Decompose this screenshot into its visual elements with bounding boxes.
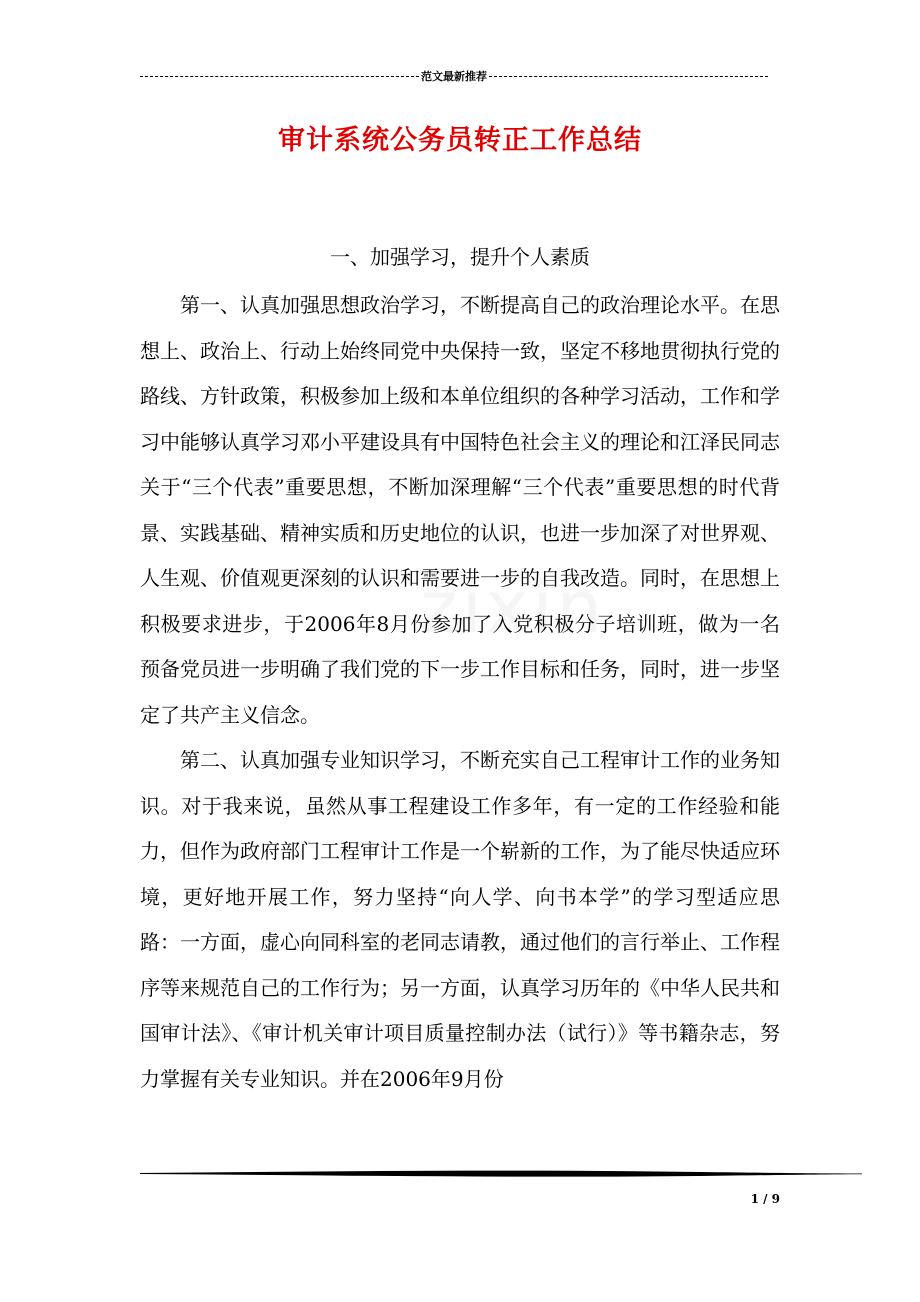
footer-rule bbox=[140, 1168, 862, 1178]
paragraph-2: 第二、认真加强专业知识学习，不断充实自己工程审计工作的业务知识。对于我来说，虽然从事工程建设工作多年，有一定的工作经验和能力，但作为政府部门工程审计工作是一个崭新的工作，为了能尽快适应环境，更好地开展工作，努力坚持“向人学、向书本学”的学习型适应思路：一方面，虚心向同科室的老同志请教，通过他们的言行举止、工作程序等来规范自己的工作行为；另一方面，认真学习历年的《中华人民共和国审计法》、《审计机关审计项目质量控制办法（试行）》等书籍杂志，努力掌握有关专业知识。并在2006年9月份 bbox=[140, 748, 780, 1091]
header-dash-right bbox=[489, 76, 768, 77]
page-header bbox=[140, 68, 768, 84]
header-dash-left bbox=[140, 76, 419, 77]
document-title: 审计系统公务员转正工作总结 bbox=[278, 125, 642, 156]
section-heading: 一、加强学习，提升个人素质 bbox=[330, 245, 590, 269]
page-number: 1 / 9 bbox=[750, 1192, 780, 1206]
document-body bbox=[140, 283, 780, 1102]
header-label: 范文最新推荐 bbox=[421, 70, 487, 83]
paragraph-1: 第一、认真加强思想政治学习，不断提高自己的政治理论水平。在思想上、政治上、行动上始终同党中央保持一致，坚定不移地贯彻执行党的路线、方针政策，积极参加上级和本单位组织的各种学习活动，工作和学习中能够认真学习邓小平建设具有中国特色社会主义的理论和江泽民同志关于“三个代表”重要思想，不断加深理解“三个代表”重要思想的时代背景、实践基础、精神实质和历史地位的认识，也进一步加深了对世界观、人生观、价值观更深刻的认识和需要进一步的自我改造。同时，在思想上积极要求进步，于2006年8月份参加了入党积极分子培训班，做为一名预备党员进一步明确了我们党的下一步工作目标和任务，同时，进一步坚定了共产主义信念。 bbox=[140, 293, 780, 727]
watermark: zixin bbox=[420, 565, 607, 649]
